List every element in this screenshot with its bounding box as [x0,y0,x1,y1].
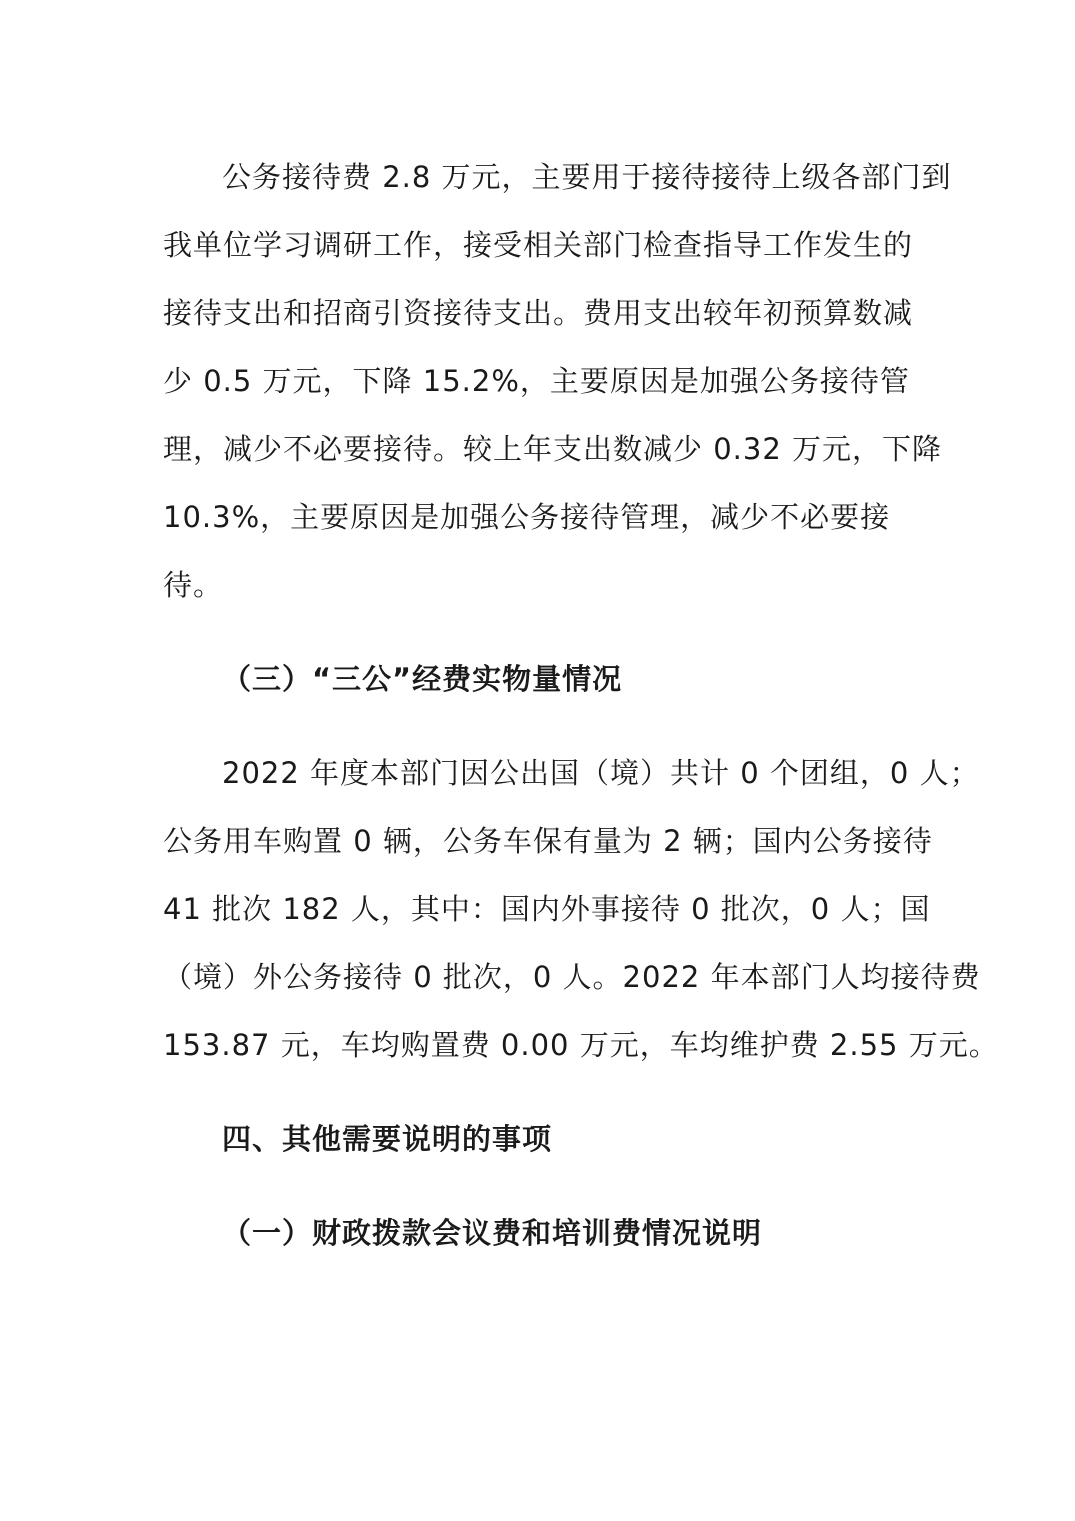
paragraph-line: 接待支出和招商引资接待支出。费用支出较年初预算数减 [163,296,914,330]
paragraph-line: 41 批次 182 人，其中：国内外事接待 0 批次，0 人；国 [163,892,931,926]
paragraph-line: 公务接待费 2.8 万元，主要用于接待接待上级各部门到 [222,160,952,194]
paragraph-line: 153.87 元，车均购置费 0.00 万元，车均维护费 2.55 万元。 [163,1028,999,1062]
section-heading-three: （三）“三公”经费实物量情况 [222,662,623,696]
paragraph-line: 我单位学习调研工作，接受相关部门检查指导工作发生的 [163,228,914,262]
subsection-heading-one: （一）财政拨款会议费和培训费情况说明 [222,1216,763,1250]
paragraph-line: 待。 [163,568,224,602]
paragraph-line: 公务用车购置 0 辆，公务车保有量为 2 辆；国内公务接待 [163,824,933,858]
paragraph-line: 理，减少不必要接待。较上年支出数减少 0.32 万元，下降 [163,432,943,466]
paragraph-line: 少 0.5 万元，下降 15.2%，主要原因是加强公务接待管 [163,364,910,398]
section-heading-four: 四、其他需要说明的事项 [222,1122,553,1156]
paragraph-line: 10.3%，主要原因是加强公务接待管理，减少不必要接 [163,500,891,534]
paragraph-line: （境）外公务接待 0 批次，0 人。2022 年本部门人均接待费 [163,960,981,994]
paragraph-line: 2022 年度本部门因公出国（境）共计 0 个团组，0 人； [222,756,980,790]
